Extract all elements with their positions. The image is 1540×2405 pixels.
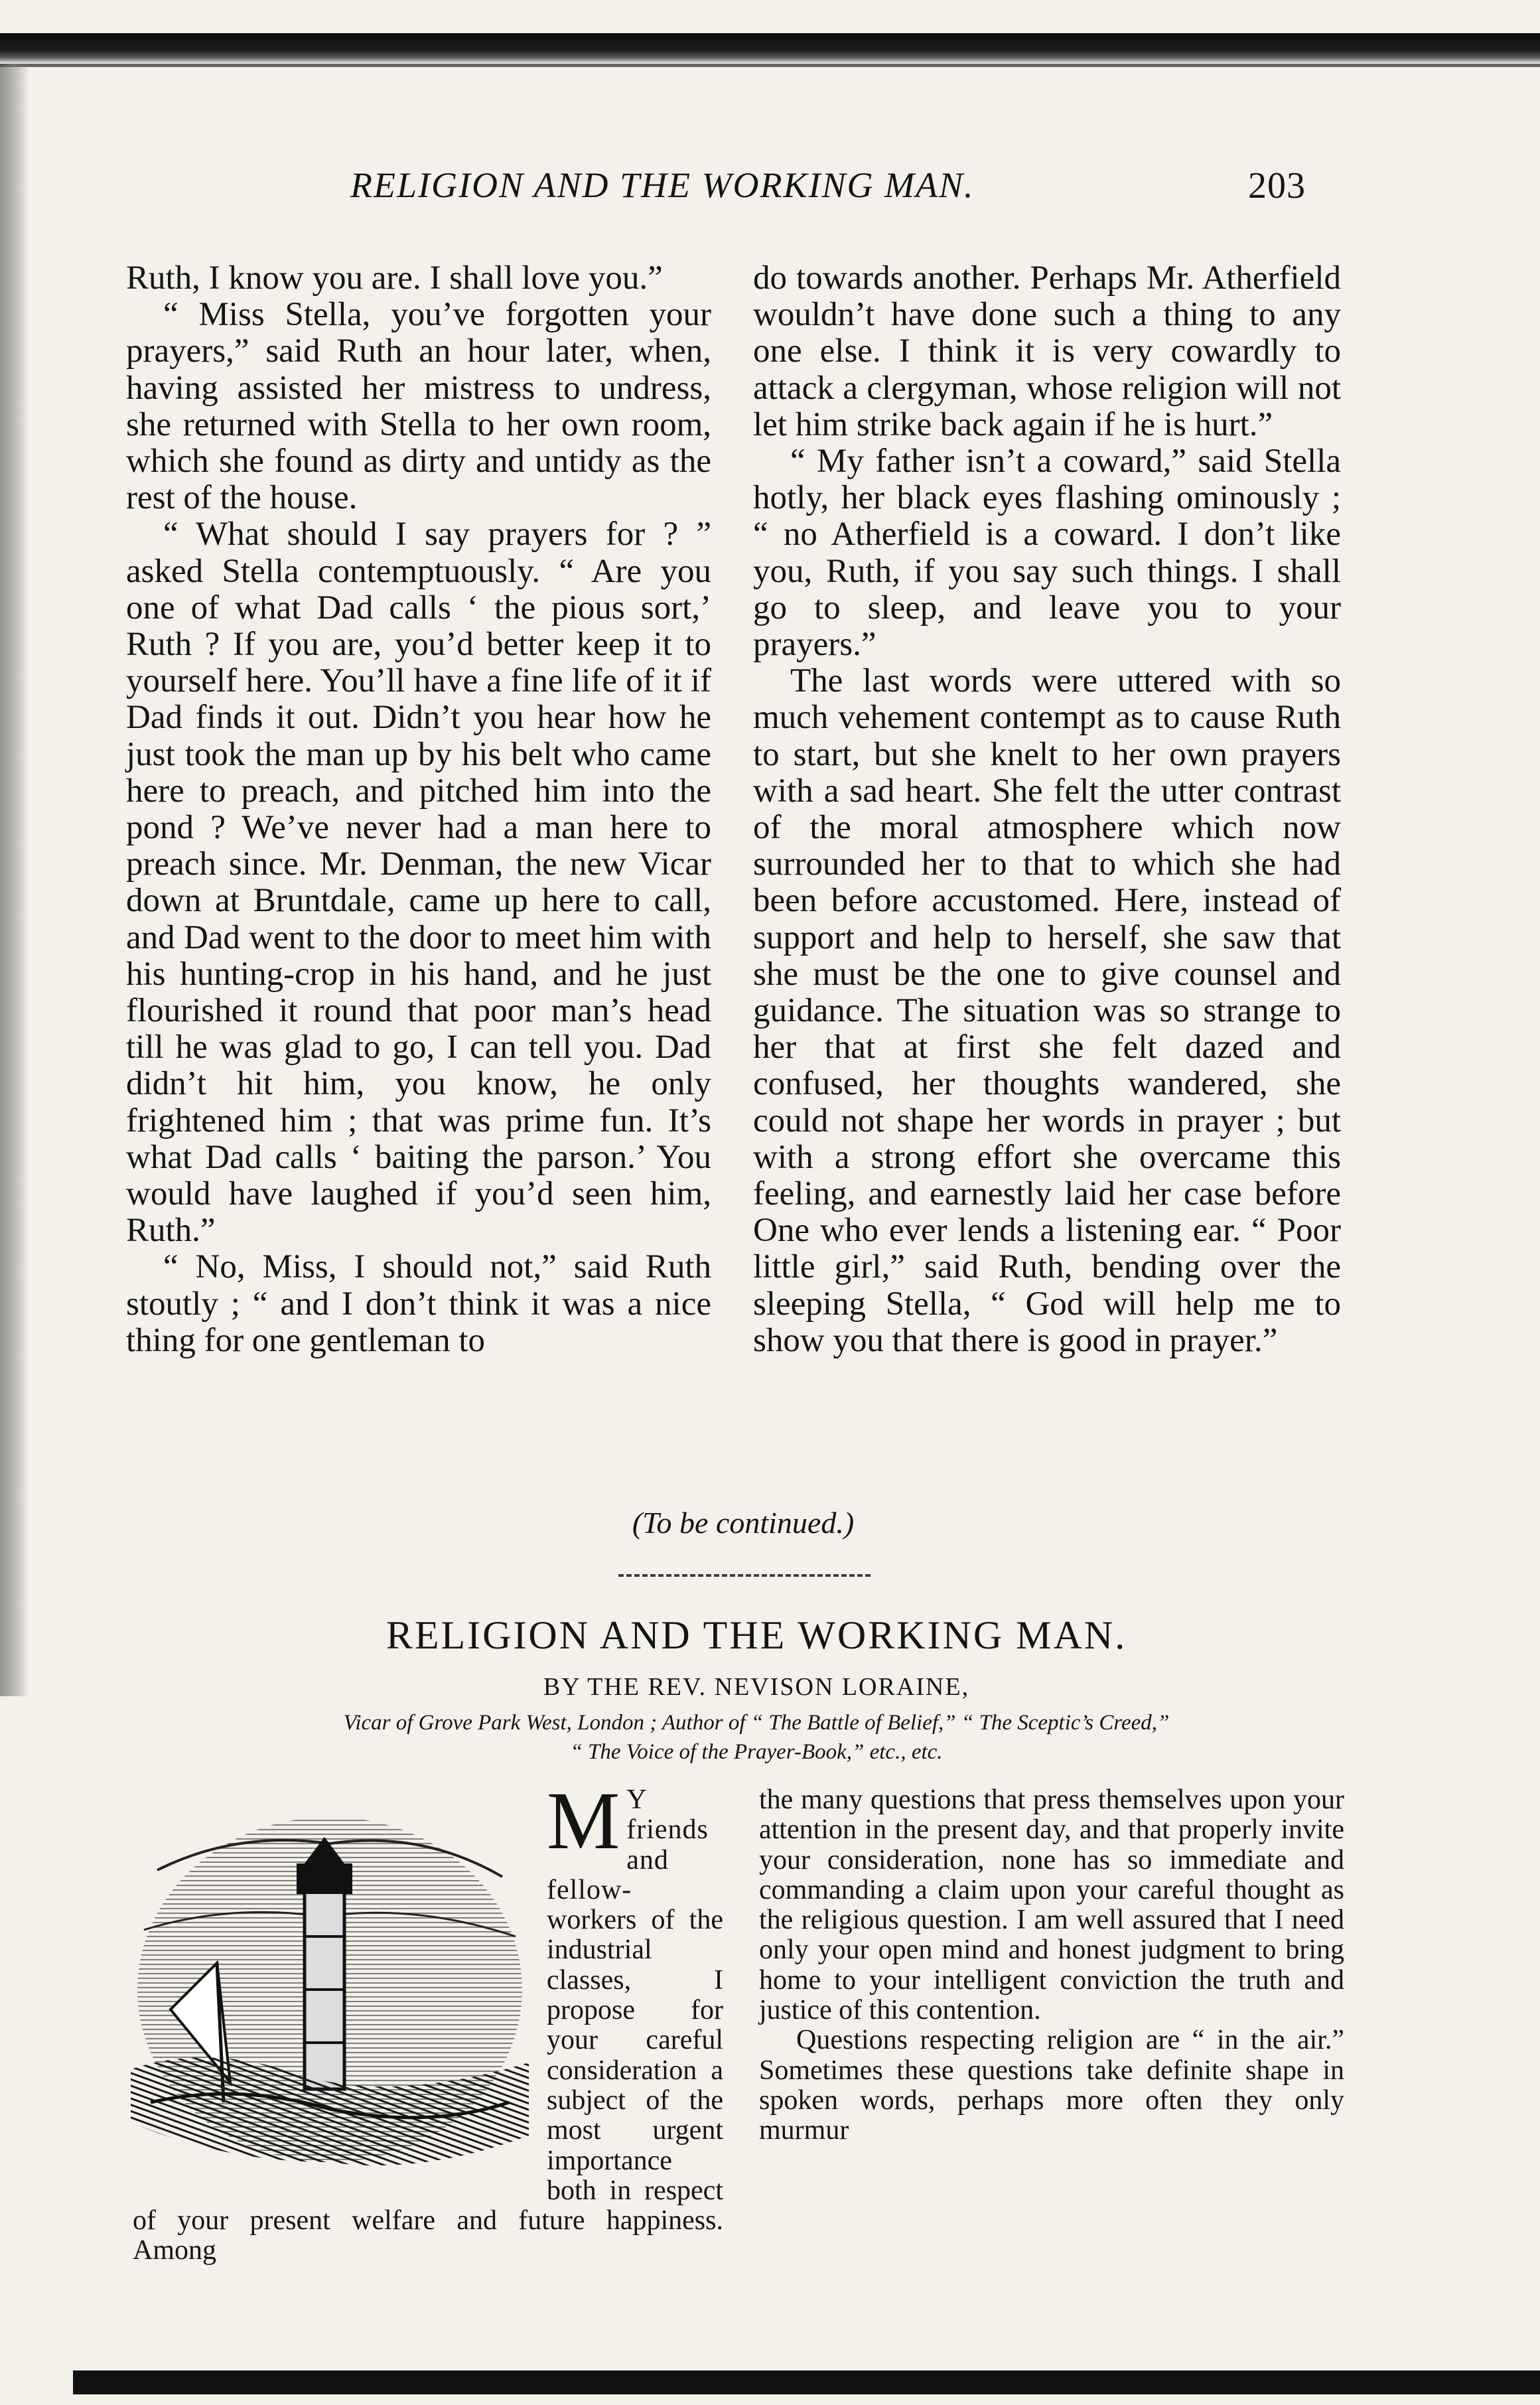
- scan-left-edge: [0, 64, 29, 1696]
- article-paragraph: Questions respecting religion are “ in the air.” Sometimes these questions take definite shape in spoken words, perhaps more often they only murmur: [759, 2025, 1344, 2146]
- article-paragraph: the many questions that press themselves upon your attention in the present day, and that properly invite your consideration, none has so immediate and commanding a claim upon your careful thought as the religious question. I am well assured that I need only your open mind and honest judgment to bring home to your intelligent conviction the truth and justice of this contention.: [759, 1785, 1344, 2026]
- opening-words: Y friends and fellow-: [547, 1785, 709, 1905]
- article-title: RELIGION AND THE WORKING MAN.: [385, 1613, 1127, 1657]
- scan-top-line: [0, 64, 1540, 67]
- credit-line: Vicar of Grove Park West, London ; Author of “ The Battle of Belief,” “ The Sceptic’s Creed,”: [343, 1711, 1170, 1735]
- page-number: 203: [1248, 165, 1306, 206]
- drop-cap: M: [547, 1775, 620, 1866]
- story-paragraph: do towards another. Perhaps Mr. Atherfield wouldn’t have done such a thing to any one else. I think it is very cowardly to attack a clergyman, whose religion will not let him strike back again if he is hurt.”: [753, 259, 1341, 443]
- scan-bottom-edge: [73, 2370, 1540, 2394]
- story-column-left: [126, 260, 711, 1359]
- story-paragraph: The last words were uttered with so much vehement contempt as to cause Ruth to start, but she knelt to her own prayers with a sad heart. She felt the utter contrast of the moral atmosphere which now surrounded her to that to which she had been before accustomed. Here, instead of support and help to herself, she saw that she must be the one to give counsel and guidance. The situation was so strange to her that at first she felt dazed and confused, her thoughts wandered, she could not shape her words in prayer ; but with a strong effort she overcame this feeling, and earnestly laid her case before One who ever lends a listening ear. “ Poor little girl,” said Ruth, bending over the sleeping Stella, “ God will help me to show you that there is good in prayer.”: [753, 662, 1341, 1359]
- story-column-right: [753, 260, 1341, 1359]
- lighthouse-engraving-icon: [130, 1790, 529, 2175]
- page-header: [350, 165, 1306, 224]
- running-title: RELIGION AND THE WORKING MAN.: [350, 165, 975, 205]
- story-paragraph: “ No, Miss, I should not,” said Ruth stoutly ; “ and I don’t think it was a nice thing for one gentleman to: [126, 1248, 711, 1359]
- scan-top-edge: [0, 33, 1540, 64]
- story-paragraph: “ My father isn’t a coward,” said Stella hotly, her black eyes flashing ominously ; “ no Atherfield is a coward. I don’t like you, Ruth, if you say such things. I shall go to sleep, and leave you to your prayers.”: [753, 443, 1341, 664]
- section-divider: [618, 1574, 871, 1577]
- article-column-right: [759, 1785, 1344, 2146]
- article-column-left: [133, 1775, 723, 2266]
- to-be-continued: (To be continued.): [632, 1506, 855, 1540]
- story-paragraph: “ Miss Stella, you’ve forgotten your prayers,” said Ruth an hour later, when, having assisted her mistress to undress, she returned with Stella to her own room, which she found as dirty and untidy as the rest of the house.: [126, 296, 711, 517]
- credit-line: “ The Voice of the Prayer-Book,” etc., etc.: [570, 1740, 943, 1764]
- story-paragraph: “ What should I say prayers for ? ” asked Stella contemptuously. “ Are you one of what Dad calls ‘ the pious sort,’ Ruth ? If you are, you’d better keep it to yourself here. You’ll have a fine life of it if Dad finds it out. Didn’t you hear how he just took the man up by his belt who came here to preach, and pitched him into the pond ? We’ve never had a man here to preach since. Mr. Denman, the new Vicar down at Bruntdale, came up here to call, and Dad went to the door to meet him with his hunting-crop in his hand, and he just flourished it round that poor man’s head till he was glad to go, I can tell you. Dad didn’t hit him, you know, he only frightened him ; that was prime fun. It’s what Dad calls ‘ baiting the parson.’ You would have laughed if you’d seen him, Ruth.”: [126, 516, 711, 1250]
- article-text: workers of the industrial classes, I propose for your careful consideration a subject of the most urgent importance both in respect of your present welfare and future happiness. Among: [133, 1905, 723, 2266]
- article-byline: BY THE REV. NEVISON LORAINE,: [543, 1673, 970, 1701]
- story-paragraph: Ruth, I know you are. I shall love you.”: [126, 259, 663, 297]
- author-credits: [159, 1708, 1354, 1767]
